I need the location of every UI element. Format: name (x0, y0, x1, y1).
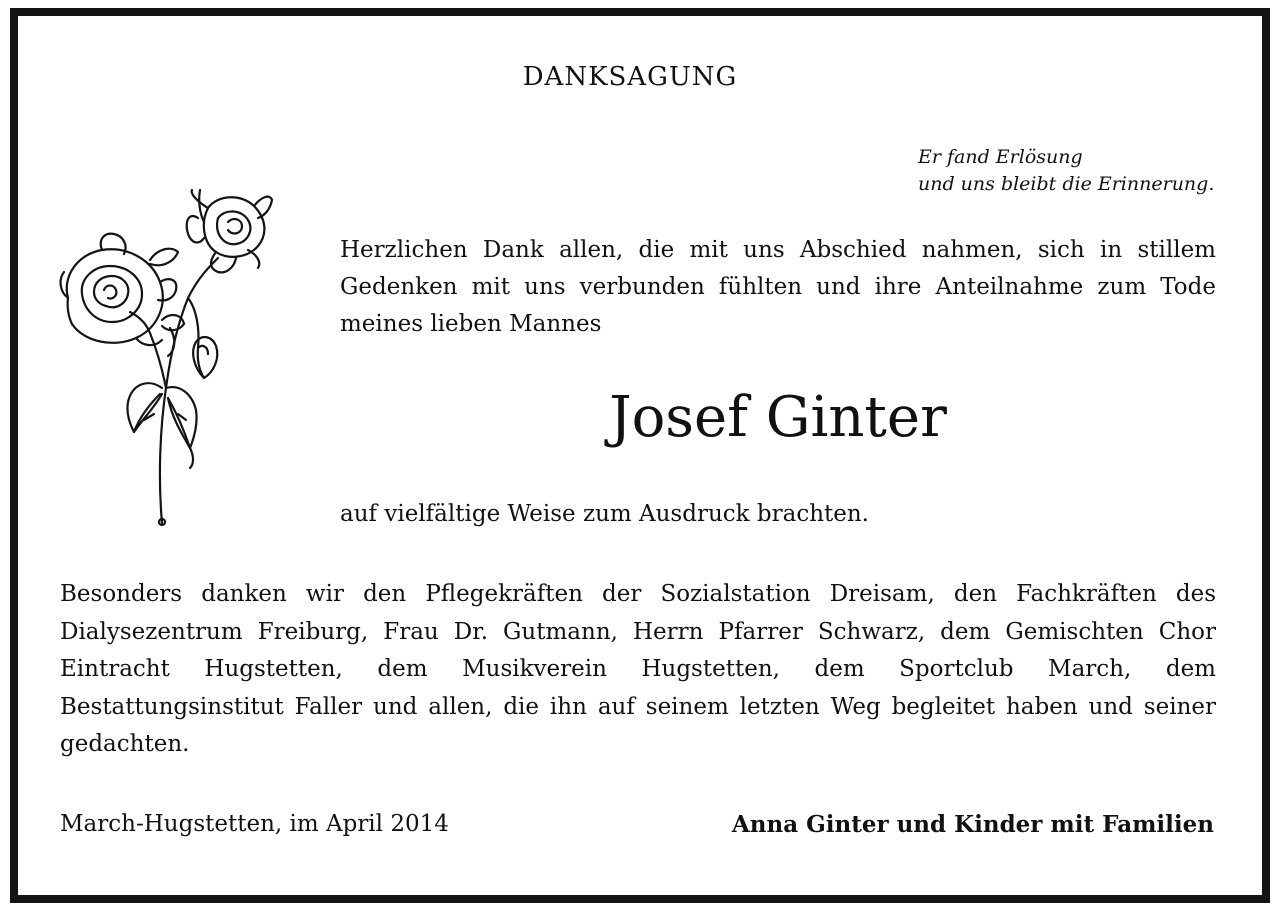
intro-paragraph: Herzlichen Dank allen, die mit uns Abschied nahmen, sich in stillem Gedenken mit uns verbunden fühlten und ihre Anteilnahme zum Tode meines lieben Mannes (340, 237, 1216, 337)
signature: Anna Ginter und Kinder mit Familien (731, 811, 1214, 838)
thanks-paragraph: Besonders danken wir den Pflegekräften der Sozialstation Dreisam, den Fachkräften des Dialysezentrum Freiburg, Frau Dr. Gutmann, Herrn Pfarrer Schwarz, dem Gemischten Chor Eintracht Hugstetten, dem Musikverein Hugstetten, dem Sportclub March, dem Bestattungsinstitut Faller und allen, die ihn auf seinem letzten Weg begleitet haben und seiner gedachten. (60, 581, 1216, 757)
motto-line-2: und uns bleibt die Erinnerung. (918, 173, 1215, 195)
deceased-name: Josef Ginter (609, 385, 947, 450)
place-date: March-Hugstetten, im April 2014 (60, 811, 449, 837)
rose-illustration-icon (58, 188, 278, 528)
motto-line-1: Er fand Erlösung (918, 146, 1083, 168)
closing-line: auf vielfältige Weise zum Ausdruck brachten. (340, 501, 869, 527)
motto-quote (918, 144, 1214, 198)
notice-heading: DANKSAGUNG (522, 62, 738, 92)
